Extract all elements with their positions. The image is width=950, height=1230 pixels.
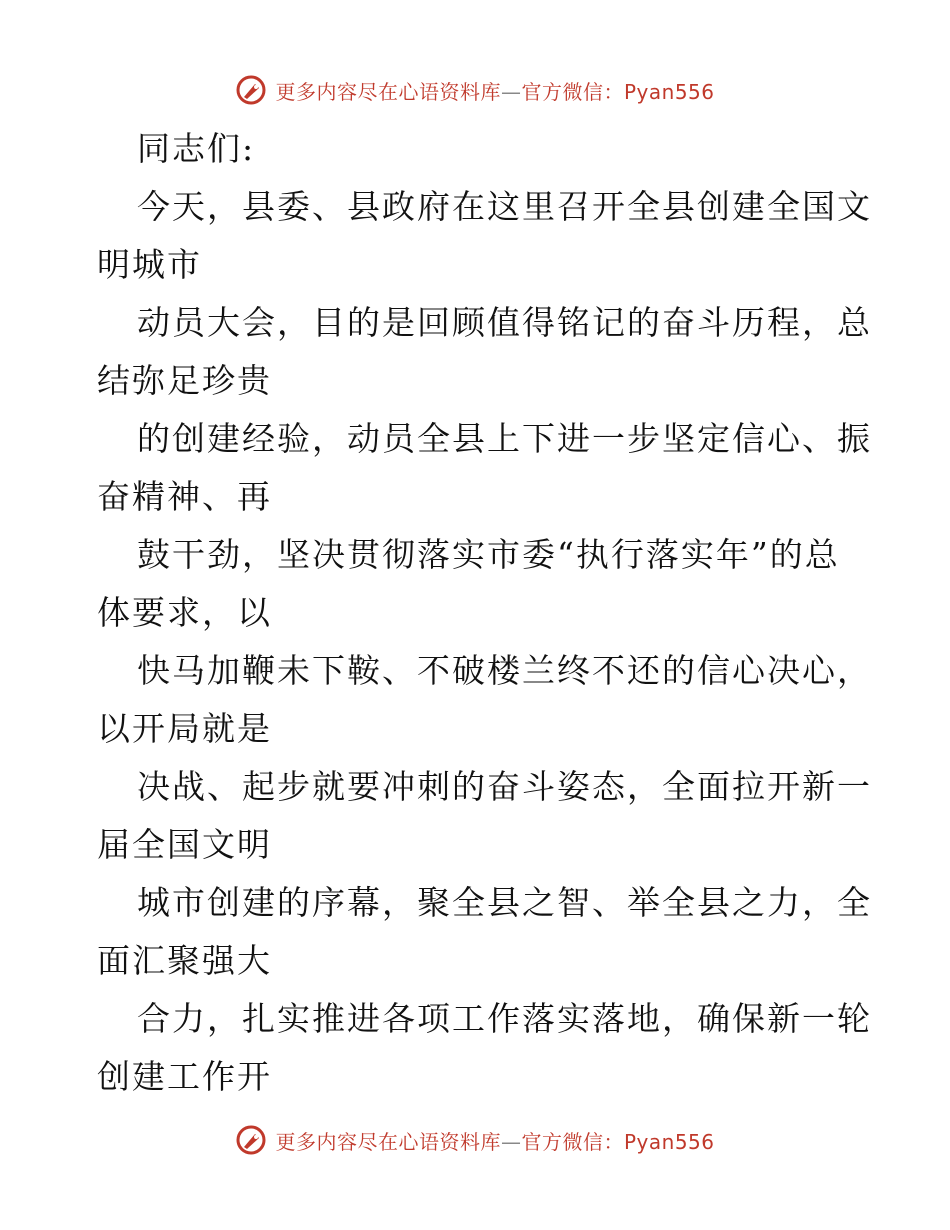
watermark-wechat-id: Pyan556 (623, 79, 715, 104)
text-line: 城市创建的序幕，聚全县之智、举全县之力，全 (137, 883, 872, 922)
watermark-wechat-label: 官方微信： (521, 79, 624, 104)
footer-watermark (0, 1120, 950, 1160)
watermark-wechat-id: Pyan556 (623, 1129, 715, 1154)
text-line: 同志们: (137, 129, 256, 168)
watermark-wechat-label: 官方微信： (521, 1129, 624, 1154)
text-line: 快马加鞭未下鞍、不破楼兰终不还的信心决心， (137, 651, 872, 690)
pen-nib-logo-icon (235, 1124, 267, 1156)
text-line: 届全国文明 (97, 825, 272, 864)
header-watermark (0, 70, 950, 110)
text-line: 鼓干劲，坚决贯彻落实市委“执行落实年”的总 (137, 535, 840, 574)
text-line: 的创建经验，动员全县上下进一步坚定信心、振 (137, 419, 872, 458)
watermark-title: 更多内容尽在心语资料库 (275, 79, 501, 104)
watermark-separator: — (500, 1129, 522, 1154)
document-body (97, 120, 872, 1106)
text-line: 结弥足珍贵 (97, 361, 272, 400)
text-line: 体要求，以 (97, 593, 272, 632)
watermark-text (275, 76, 714, 105)
watermark-separator: — (500, 79, 522, 104)
text-line: 决战、起步就要冲刺的奋斗姿态，全面拉开新一 (137, 767, 872, 806)
text-line: 创建工作开 (97, 1057, 272, 1096)
watermark-text (275, 1126, 714, 1155)
text-line: 今天，县委、县政府在这里召开全县创建全国文 (137, 187, 872, 226)
pen-nib-logo-icon (235, 74, 267, 106)
text-line: 合力，扎实推进各项工作落实落地，确保新一轮 (137, 999, 872, 1038)
text-line: 以开局就是 (97, 709, 272, 748)
text-line: 面汇聚强大 (97, 941, 272, 980)
text-line: 奋精神、再 (97, 477, 272, 516)
watermark-title: 更多内容尽在心语资料库 (275, 1129, 501, 1154)
text-line: 明城市 (97, 245, 202, 284)
text-line: 动员大会，目的是回顾值得铭记的奋斗历程，总 (137, 303, 872, 342)
